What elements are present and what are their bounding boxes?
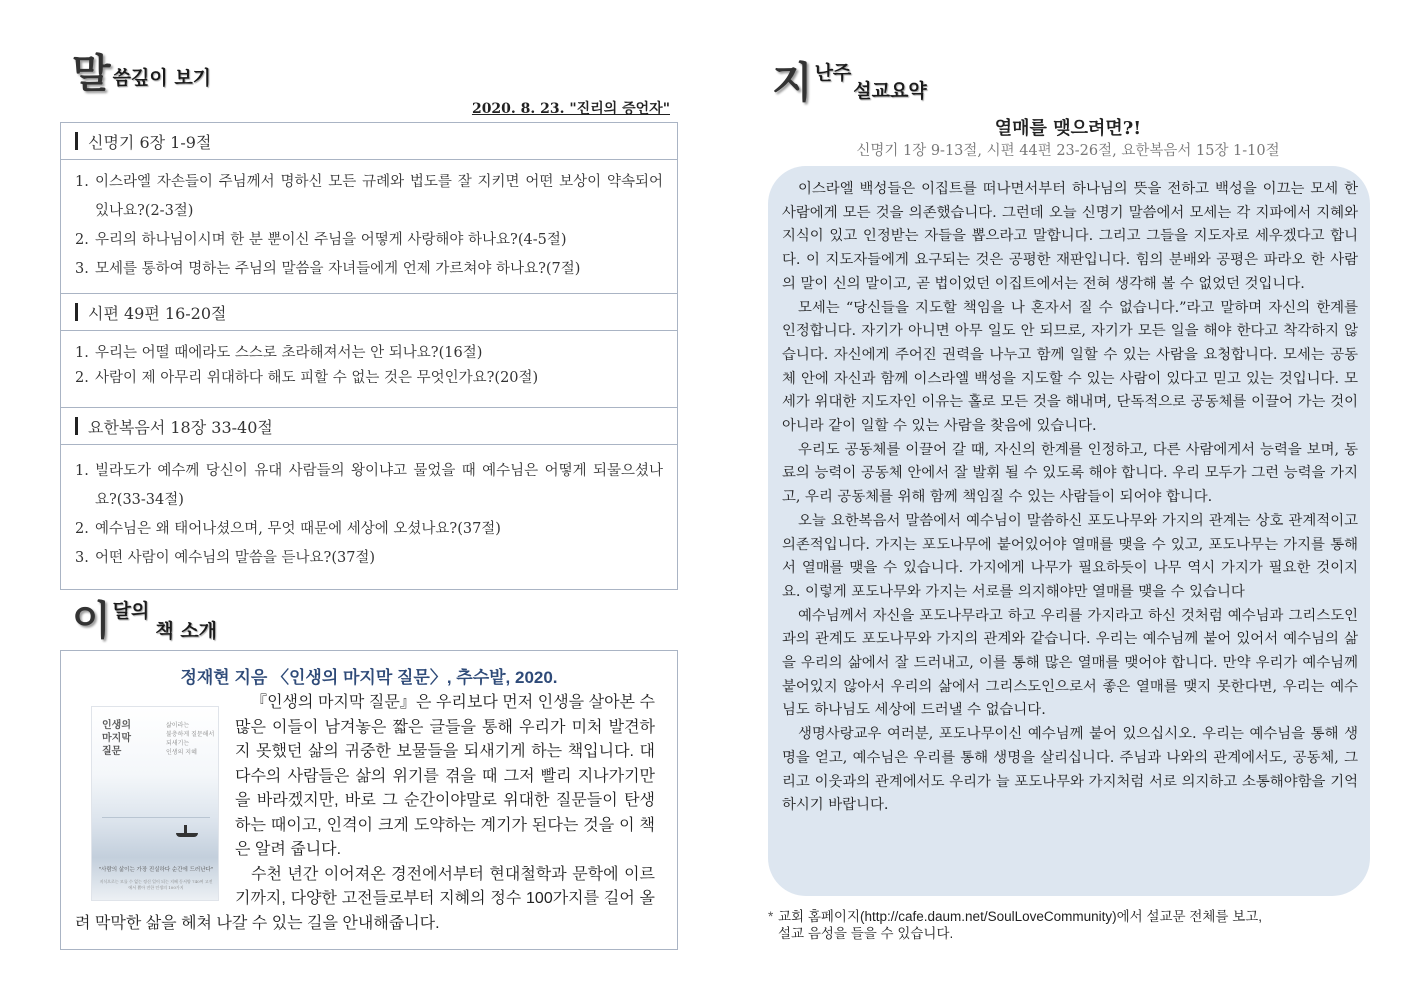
- sermon-heading-mid: 난주: [814, 62, 852, 84]
- question-item: 3. 모세를 통하여 명하는 주님의 말씀을 자녀들에게 언제 가르쳐야 하나요?(7절): [75, 261, 581, 277]
- section-questions: [61, 160, 677, 294]
- sermon-paragraph: 모세는 “당신들을 지도할 책임을 나 혼자서 질 수 없습니다.”라고 말하며 자신의 한계를 인정합니다. 자기가 아니면 아무 일도 안 되므로, 자기가 모든 일을 해야 한다고 착각하지 않습니다. 자신에게 주어진 권력을 나누고 함께 일할 수 있는 사람을 요청합니다. 모세는 공동체 안에 자신과 함께 이스라엘 백성을 지도할 수 있는 사람이 있다고 믿고 있는 것입니다. 모세가 위대한 지도자인 이유는 홀로 모든 것을 해내며, 단독적으로 공동체를 이끌어 가는 것이 아니라 같이 일할 수 있는 사람을 찾음에 있습니다.: [782, 299, 1358, 435]
- book-heading-initial: 이: [72, 597, 111, 644]
- book-description: [75, 691, 655, 936]
- book-intro-box: [60, 650, 678, 950]
- sermon-summary-box: [768, 166, 1370, 896]
- word-heading-initial: 말: [72, 50, 111, 97]
- footnote: [768, 908, 1364, 942]
- section-header-deuteronomy: [61, 123, 677, 160]
- book-heading-mid: 달의: [112, 600, 150, 622]
- question-item: 1. 우리는 어떨 때에라도 스스로 초라해져서는 안 되나요?(16절): [75, 345, 483, 361]
- section-bar: [75, 303, 78, 321]
- sermon-paragraph: 예수님께서 자신을 포도나무라고 하고 우리를 가지라고 하신 것처럼 예수님과 그리스도인과의 관계도 포도나무와 가지의 관계와 같습니다. 우리는 예수님께 붙어 있어서 예수님의 삶을 우리의 삶에서 잘 드러내고, 이를 통해 많은 열매를 맺어야 합니다. 만약 우리가 예수님께 붙어있지 않아서 우리의 삶에서 그리스도인으로서 좋은 열매를 맺지 못한다면, 우리는 예수님도 하나님도 세상에 드러낼 수 없습니다.: [782, 607, 1358, 719]
- word-study-heading: [72, 50, 212, 97]
- sermon-paragraph: 우리도 공동체를 이끌어 갈 때, 자신의 한계를 인정하고, 다른 사람에게서 능력을 보며, 동료의 능력이 공동체 안에서 잘 발휘 될 수 있도록 해야 합니다. 우리 모두가 그런 능력을 가지고, 우리 공동체를 위해 함께 책임질 수 있는 사람들이 되어야 합니다.: [782, 441, 1358, 506]
- cover-spacer: [75, 691, 235, 897]
- book-paragraph: 『인생의 마지막 질문』은 우리보다 먼저 인생을 살아본 수많은 이들이 남겨놓은 짧은 글들을 통해 우리가 미처 발견하지 못했던 삶의 귀중한 보물들을 되새기게 하는 책입니다. 대다수의 사람들은 삶의 위기를 겪을 때 그저 빨리 지나가기만을 바라겠지만, 바로 그 순간이야말로 위대한 질문들이 탄생하는 때이고, 인격이 크게 도약하는 계기가 된다는 것을 이 책은 알려 줍니다.: [235, 694, 655, 858]
- cover-subtitle: 삶이라는 불충하게 질문해서 되새기는 인생의 지혜: [166, 722, 215, 756]
- section-questions: [61, 445, 677, 579]
- scripture-questions-box: [60, 122, 678, 590]
- section-title: 신명기 6장 1-9절: [88, 132, 212, 152]
- sermon-paragraph: 생명사랑교우 여러분, 포도나무이신 예수님께 붙어 있으십시오. 우리는 예수님을 통해 생명을 얻고, 예수님은 우리를 통해 생명을 살리십니다. 주님과 나와의 관계에서도, 공동체, 그리고 이웃과의 관계에서도 우리가 늘 포도나무와 가지처럼 서로 의지하고 소통해야함을 기억하시기 바랍니다.: [782, 726, 1358, 814]
- sermon-references: 신명기 1장 9-13절, 시편 44편 23-26절, 요한복음서 15장 1-10절: [856, 143, 1280, 159]
- book-heading-rest: 책 소개: [155, 620, 218, 642]
- section-title: 요한복음서 18장 33-40절: [88, 417, 273, 437]
- sermon-paragraph: 오늘 요한복음서 말씀에서 예수님이 말씀하신 포도나무와 가지의 관계는 상호 관계적이고 의존적입니다. 가지는 포도나무에 붙어있어야 열매를 맺을 수 있고, 포도나무는 가지를 통해서 열매를 맺을 수 있습니다. 가지에게 나무가 필요하듯이 나무 역시 가지가 필요한 것이지요. 이렇게 포도나무와 가지는 서로를 의지해야만 열매를 맺을 수 있습니다: [782, 512, 1358, 600]
- question-item: 2. 우리의 하나님이시며 한 분 뿐이신 주님을 어떻게 사랑해야 하나요?(4-5절): [75, 232, 567, 248]
- question-item: 1. 이스라엘 자손들이 주님께서 명하신 모든 규례와 법도를 잘 지키면 어떤 보상이 약속되어 있나요?(2-3절): [75, 174, 663, 219]
- sermon-title: 열매를 맺으려면?!: [994, 118, 1142, 139]
- cover-footer: 지식으로는 모를 수 없는 정신 일이 되는 지혜 동서양 740여 고전에서 뽑아 전한 인생의 100가지: [99, 879, 213, 890]
- sermon-heading-initial: 지: [772, 58, 813, 107]
- sermon-summary-heading: [772, 58, 927, 107]
- question-item: 3. 어떤 사람이 예수님의 말씀을 듣나요?(37절): [75, 550, 376, 566]
- footnote-line2: 설교 음성을 들을 수 있습니다.: [778, 926, 954, 941]
- footnote-line1: 교회 홈페이지(http://cafe.daum.net/SoulLoveCommunity)에서 설교문 전체를 보고,: [778, 909, 1263, 924]
- book-paragraph: 수천 년간 이어져온 경전에서부터 현대철학과 문학에 이르기까지, 다양한 고전들로부터 지혜의 정수 100가지를 길어 올려 막막한 삶을 헤쳐 나갈 수 있는 길을 안내해줍니다.: [75, 865, 655, 932]
- cover-title: 인생의 마지막 질문: [102, 720, 131, 757]
- section-header-john: [61, 408, 677, 445]
- footnote-star: *: [768, 909, 774, 924]
- section-bar: [75, 417, 78, 435]
- sermon-paragraph: 이스라엘 백성들은 이집트를 떠나면서부터 하나님의 뜻을 전하고 백성을 이끄는 모세 한 사람에게 모든 것을 의존했습니다. 그런데 오늘 신명기 말씀에서 모세는 각 지파에서 지혜와 지식이 있고 인정받는 자들을 뽑으라고 말합니다. 그리고 그들을 지도자로 세우겠다고 합니다. 이 지도자들에게 요구되는 것은 공평한 재판입니다. 힘의 분배와 공평은 파라오 한 사람의 말이 신의 말이고, 곧 법이었던 이집트에서는 전혀 생각해 볼 수 없었던 것입니다.: [782, 181, 1358, 292]
- date-theme-line: 2020. 8. 23. "진리의 증언자": [471, 101, 670, 117]
- cover-quote: "사람의 삶이는 가장 진실하다 순간에 드러난다": [98, 867, 214, 873]
- question-item: 2. 사람이 제 아무리 위대하다 해도 피할 수 없는 것은 무엇인가요?(20절): [75, 370, 539, 386]
- book-intro-heading: [72, 596, 217, 645]
- section-questions: [61, 331, 677, 408]
- question-item: 2. 예수님은 왜 태어나셨으며, 무엇 때문에 세상에 오셨나요?(37절): [75, 521, 501, 537]
- section-bar: [75, 132, 78, 150]
- book-title: 정재현 지음 〈인생의 마지막 질문〉, 추수밭, 2020.: [180, 668, 558, 687]
- question-item: 1. 빌라도가 예수께 당신이 유대 사람들의 왕이냐고 물었을 때 예수님은 어떻게 되물으셨나요?(33-34절): [75, 463, 663, 508]
- word-heading-rest: 씀깊이 보기: [112, 67, 212, 89]
- section-title: 시편 49편 16-20절: [88, 303, 227, 323]
- sermon-heading-rest: 설교요약: [853, 80, 927, 102]
- section-header-psalms: [61, 294, 677, 331]
